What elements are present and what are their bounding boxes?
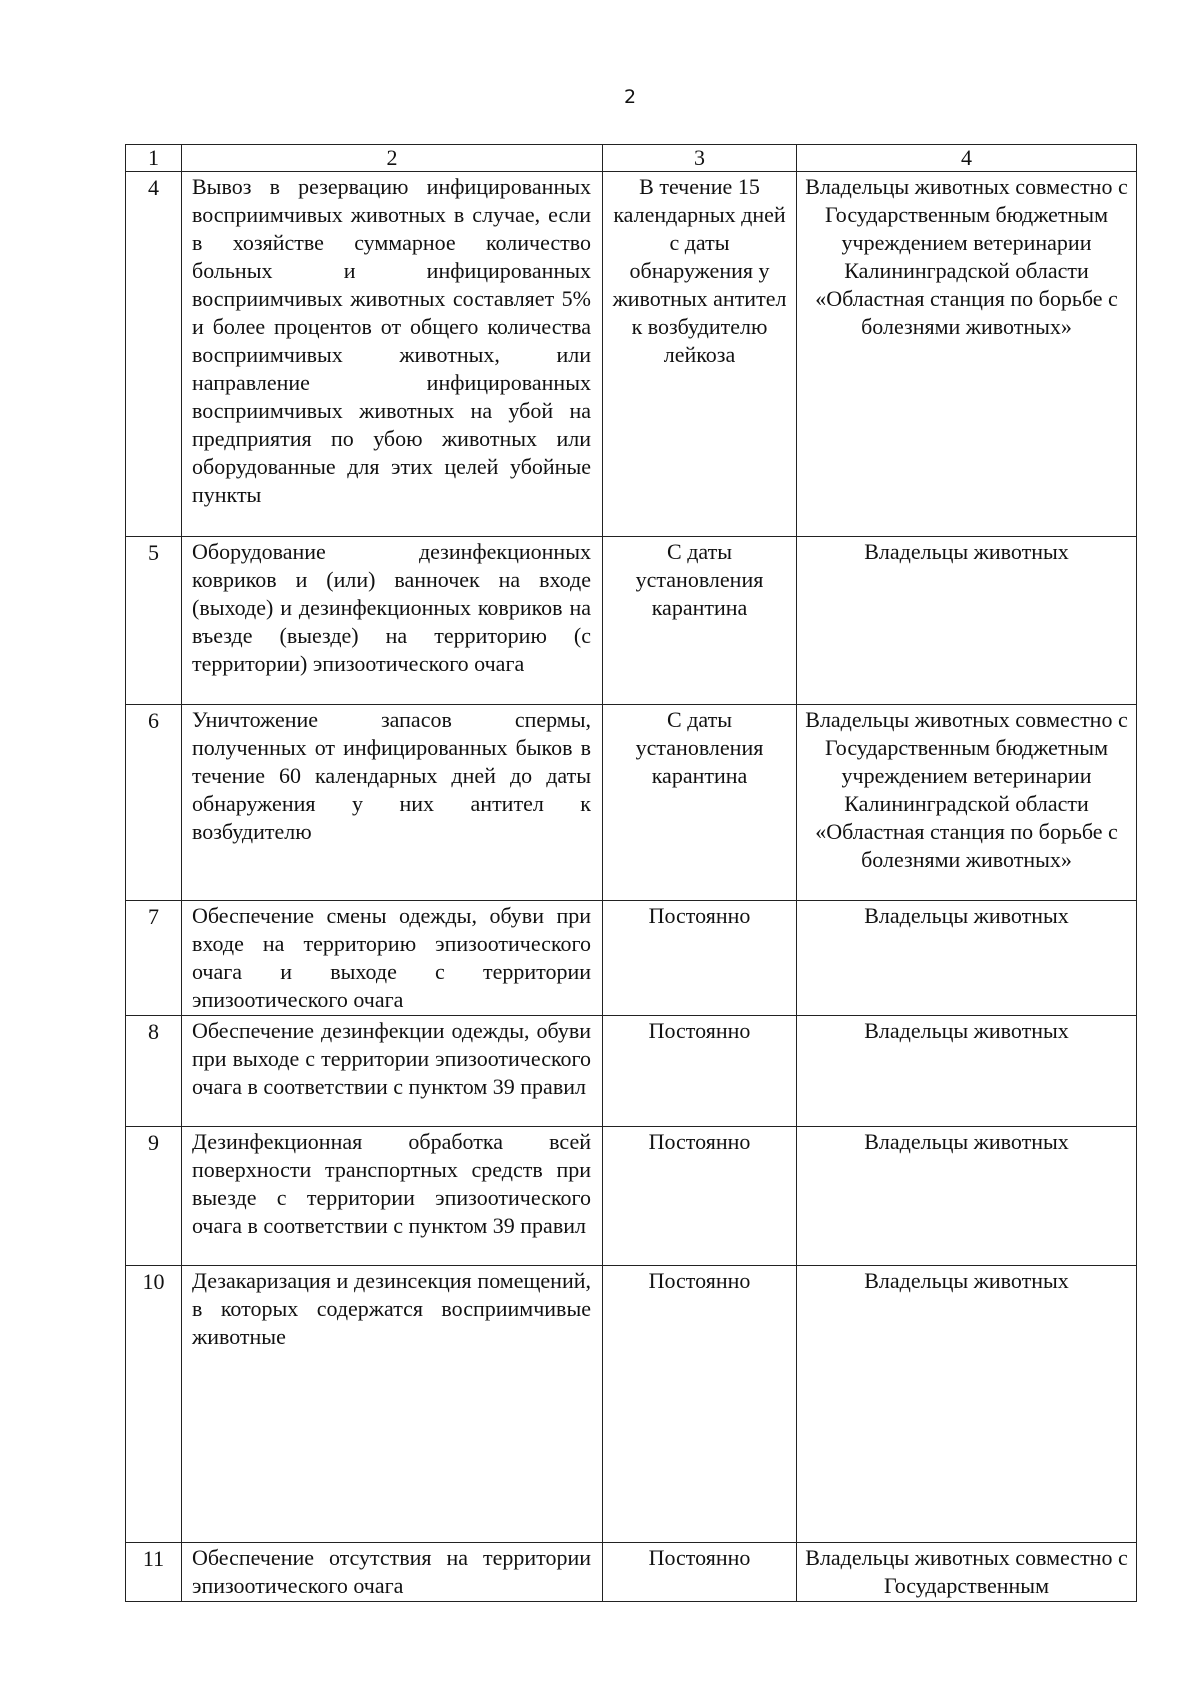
responsible-text: Владельцы животных (864, 539, 1069, 564)
row-number: 8 (148, 1019, 159, 1044)
row-number: 9 (148, 1130, 159, 1155)
responsible-text: Владельцы животных (864, 1268, 1069, 1293)
measure-text: Уничтожение запасов спермы, полученных от инфицированных быков в течение 60 календарных дней до даты обнаружения у них антител к возбудителю (192, 707, 591, 844)
responsible-text: Владельцы животных (864, 1018, 1069, 1043)
header-col-1: 1 (126, 145, 182, 172)
term-text: Постоянно (648, 1129, 751, 1154)
header-col-4: 4 (797, 145, 1137, 172)
table-row (126, 537, 1137, 705)
row-number: 4 (148, 175, 159, 200)
responsible-text: Владельцы животных совместно с Государственным бюджетным учреждением ветеринарии Калининградской области «Областная станция по борьбе с болезнями животных» (805, 174, 1128, 339)
term-text: В течение 15 календарных дней с даты обнаружения у животных антител к возбудителю лейкоза (612, 174, 787, 367)
term-text: Постоянно (648, 1018, 751, 1043)
page-number: 2 (623, 86, 637, 108)
responsible-text: Владельцы животных совместно с Государственным бюджетным учреждением ветеринарии Калининградской области «Областная станция по борьбе с болезнями животных» (805, 707, 1128, 872)
measure-text: Дезакаризация и дезинсекция помещений, в которых содержатся восприимчивые животные (192, 1268, 591, 1349)
header-col-2: 2 (182, 145, 603, 172)
responsible-text: Владельцы животных совместно с Государственным (805, 1545, 1128, 1598)
responsible-text: Владельцы животных (864, 903, 1069, 928)
row-number: 10 (142, 1269, 165, 1294)
term-text: С даты установления карантина (635, 539, 764, 620)
row-number: 6 (148, 708, 159, 733)
measure-text: Обеспечение смены одежды, обуви при входе на территорию эпизоотического очага и выходе с территории эпизоотического очага (192, 903, 591, 1012)
table-row (126, 705, 1137, 901)
row-number: 7 (148, 904, 159, 929)
term-text: Постоянно (648, 903, 751, 928)
table-row (126, 1016, 1137, 1127)
header-col-3: 3 (603, 145, 797, 172)
term-text: Постоянно (648, 1545, 751, 1570)
row-number: 11 (142, 1546, 165, 1571)
table-header-row (126, 145, 1137, 172)
table-row (126, 1543, 1137, 1602)
measure-text: Дезинфекционная обработка всей поверхности транспортных средств при выезде с территории эпизоотического очага в соответствии с пунктом 39 правил (192, 1129, 591, 1238)
measure-text: Вывоз в резервацию инфицированных восприимчивых животных в случае, если в хозяйстве суммарное количество больных и инфицированных восприимчивых животных составляет 5% и более процентов от общего количества восприимчивых животных, или направление инфицированных восприимчивых животных на убой на предприятия по убою животных или оборудованные для этих целей убойные пункты (192, 174, 591, 507)
responsible-text: Владельцы животных (864, 1129, 1069, 1154)
term-text: Постоянно (648, 1268, 751, 1293)
row-number: 5 (148, 540, 159, 565)
table-row (126, 901, 1137, 1016)
measure-text: Обеспечение отсутствия на территории эпизоотического очага (192, 1545, 591, 1598)
table-row (126, 1266, 1137, 1543)
term-text: С даты установления карантина (635, 707, 764, 788)
table-row (126, 1127, 1137, 1266)
measures-table (125, 144, 1137, 1602)
table-row (126, 172, 1137, 537)
measure-text: Оборудование дезинфекционных ковриков и (или) ванночек на входе (выходе) и дезинфекционных ковриков на въезде (выезде) на территорию (с территории) эпизоотического очага (192, 539, 591, 676)
measure-text: Обеспечение дезинфекции одежды, обуви при выходе с территории эпизоотического очага в соответствии с пунктом 39 правил (192, 1018, 591, 1099)
